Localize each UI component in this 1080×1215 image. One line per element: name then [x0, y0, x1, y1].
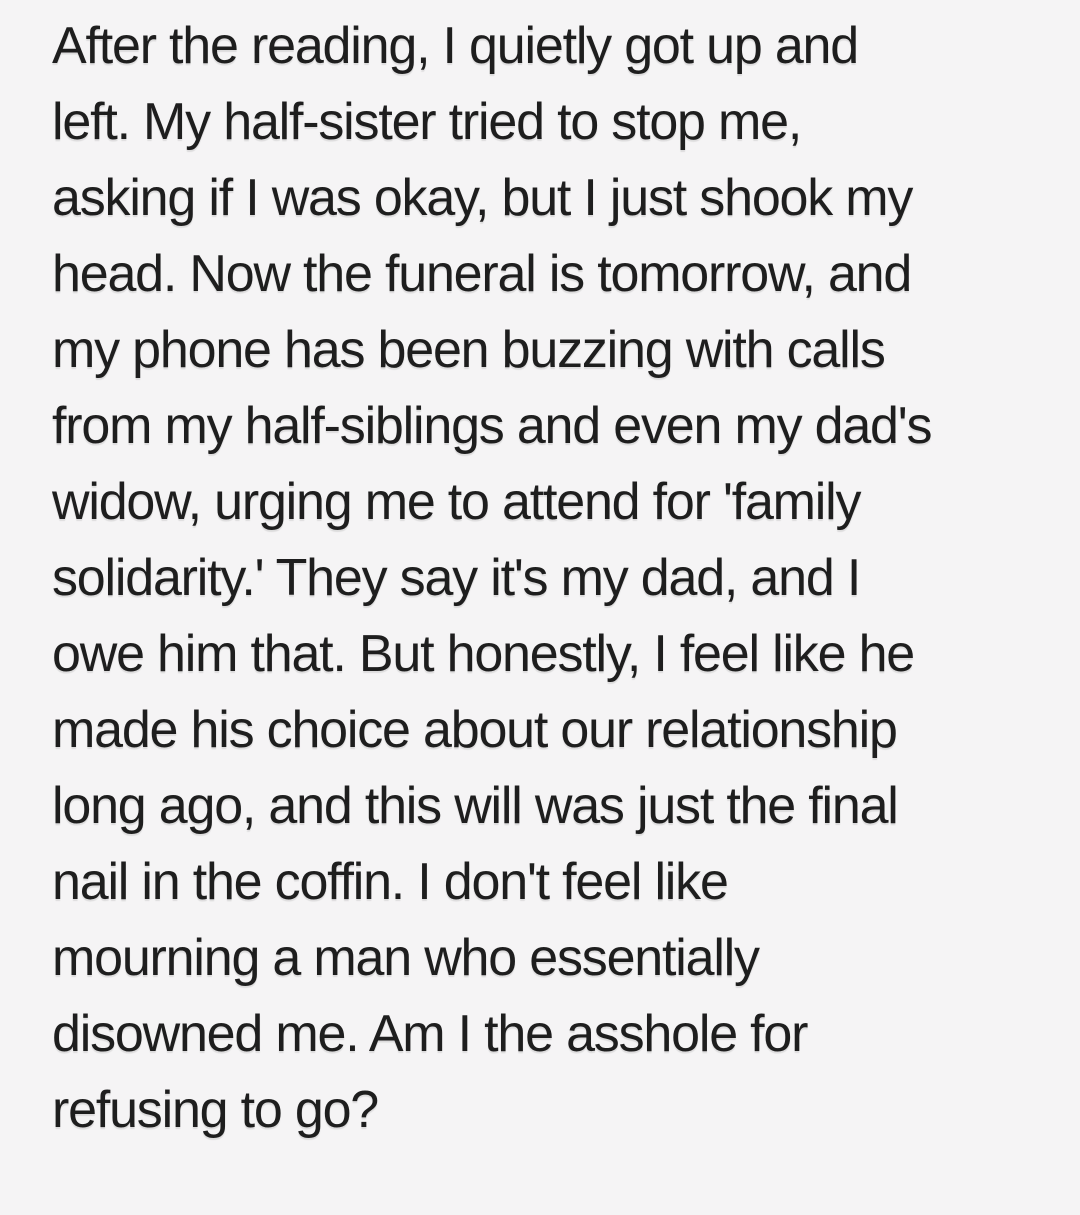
text-line: disowned me. Am I the asshole for	[52, 1005, 808, 1063]
text-line: from my half-siblings and even my dad's	[52, 397, 932, 455]
text-line: my phone has been buzzing with calls	[52, 321, 885, 379]
text-line: nail in the coffin. I don't feel like	[52, 853, 728, 911]
text-line: owe him that. But honestly, I feel like he	[52, 625, 915, 683]
text-line: refusing to go?	[52, 1081, 379, 1139]
text-line: head. Now the funeral is tomorrow, and	[52, 245, 912, 303]
text-line: made his choice about our relationship	[52, 701, 897, 759]
text-line: long ago, and this will was just the final	[52, 777, 898, 835]
text-line: mourning a man who essentially	[52, 929, 759, 987]
text-line: After the reading, I quietly got up and	[52, 17, 858, 75]
text-line: asking if I was okay, but I just shook my	[52, 169, 913, 227]
text-line: left. My half-sister tried to stop me,	[52, 93, 802, 151]
text-line: widow, urging me to attend for 'family	[52, 473, 861, 531]
text-line: solidarity.' They say it's my dad, and I	[52, 549, 861, 607]
